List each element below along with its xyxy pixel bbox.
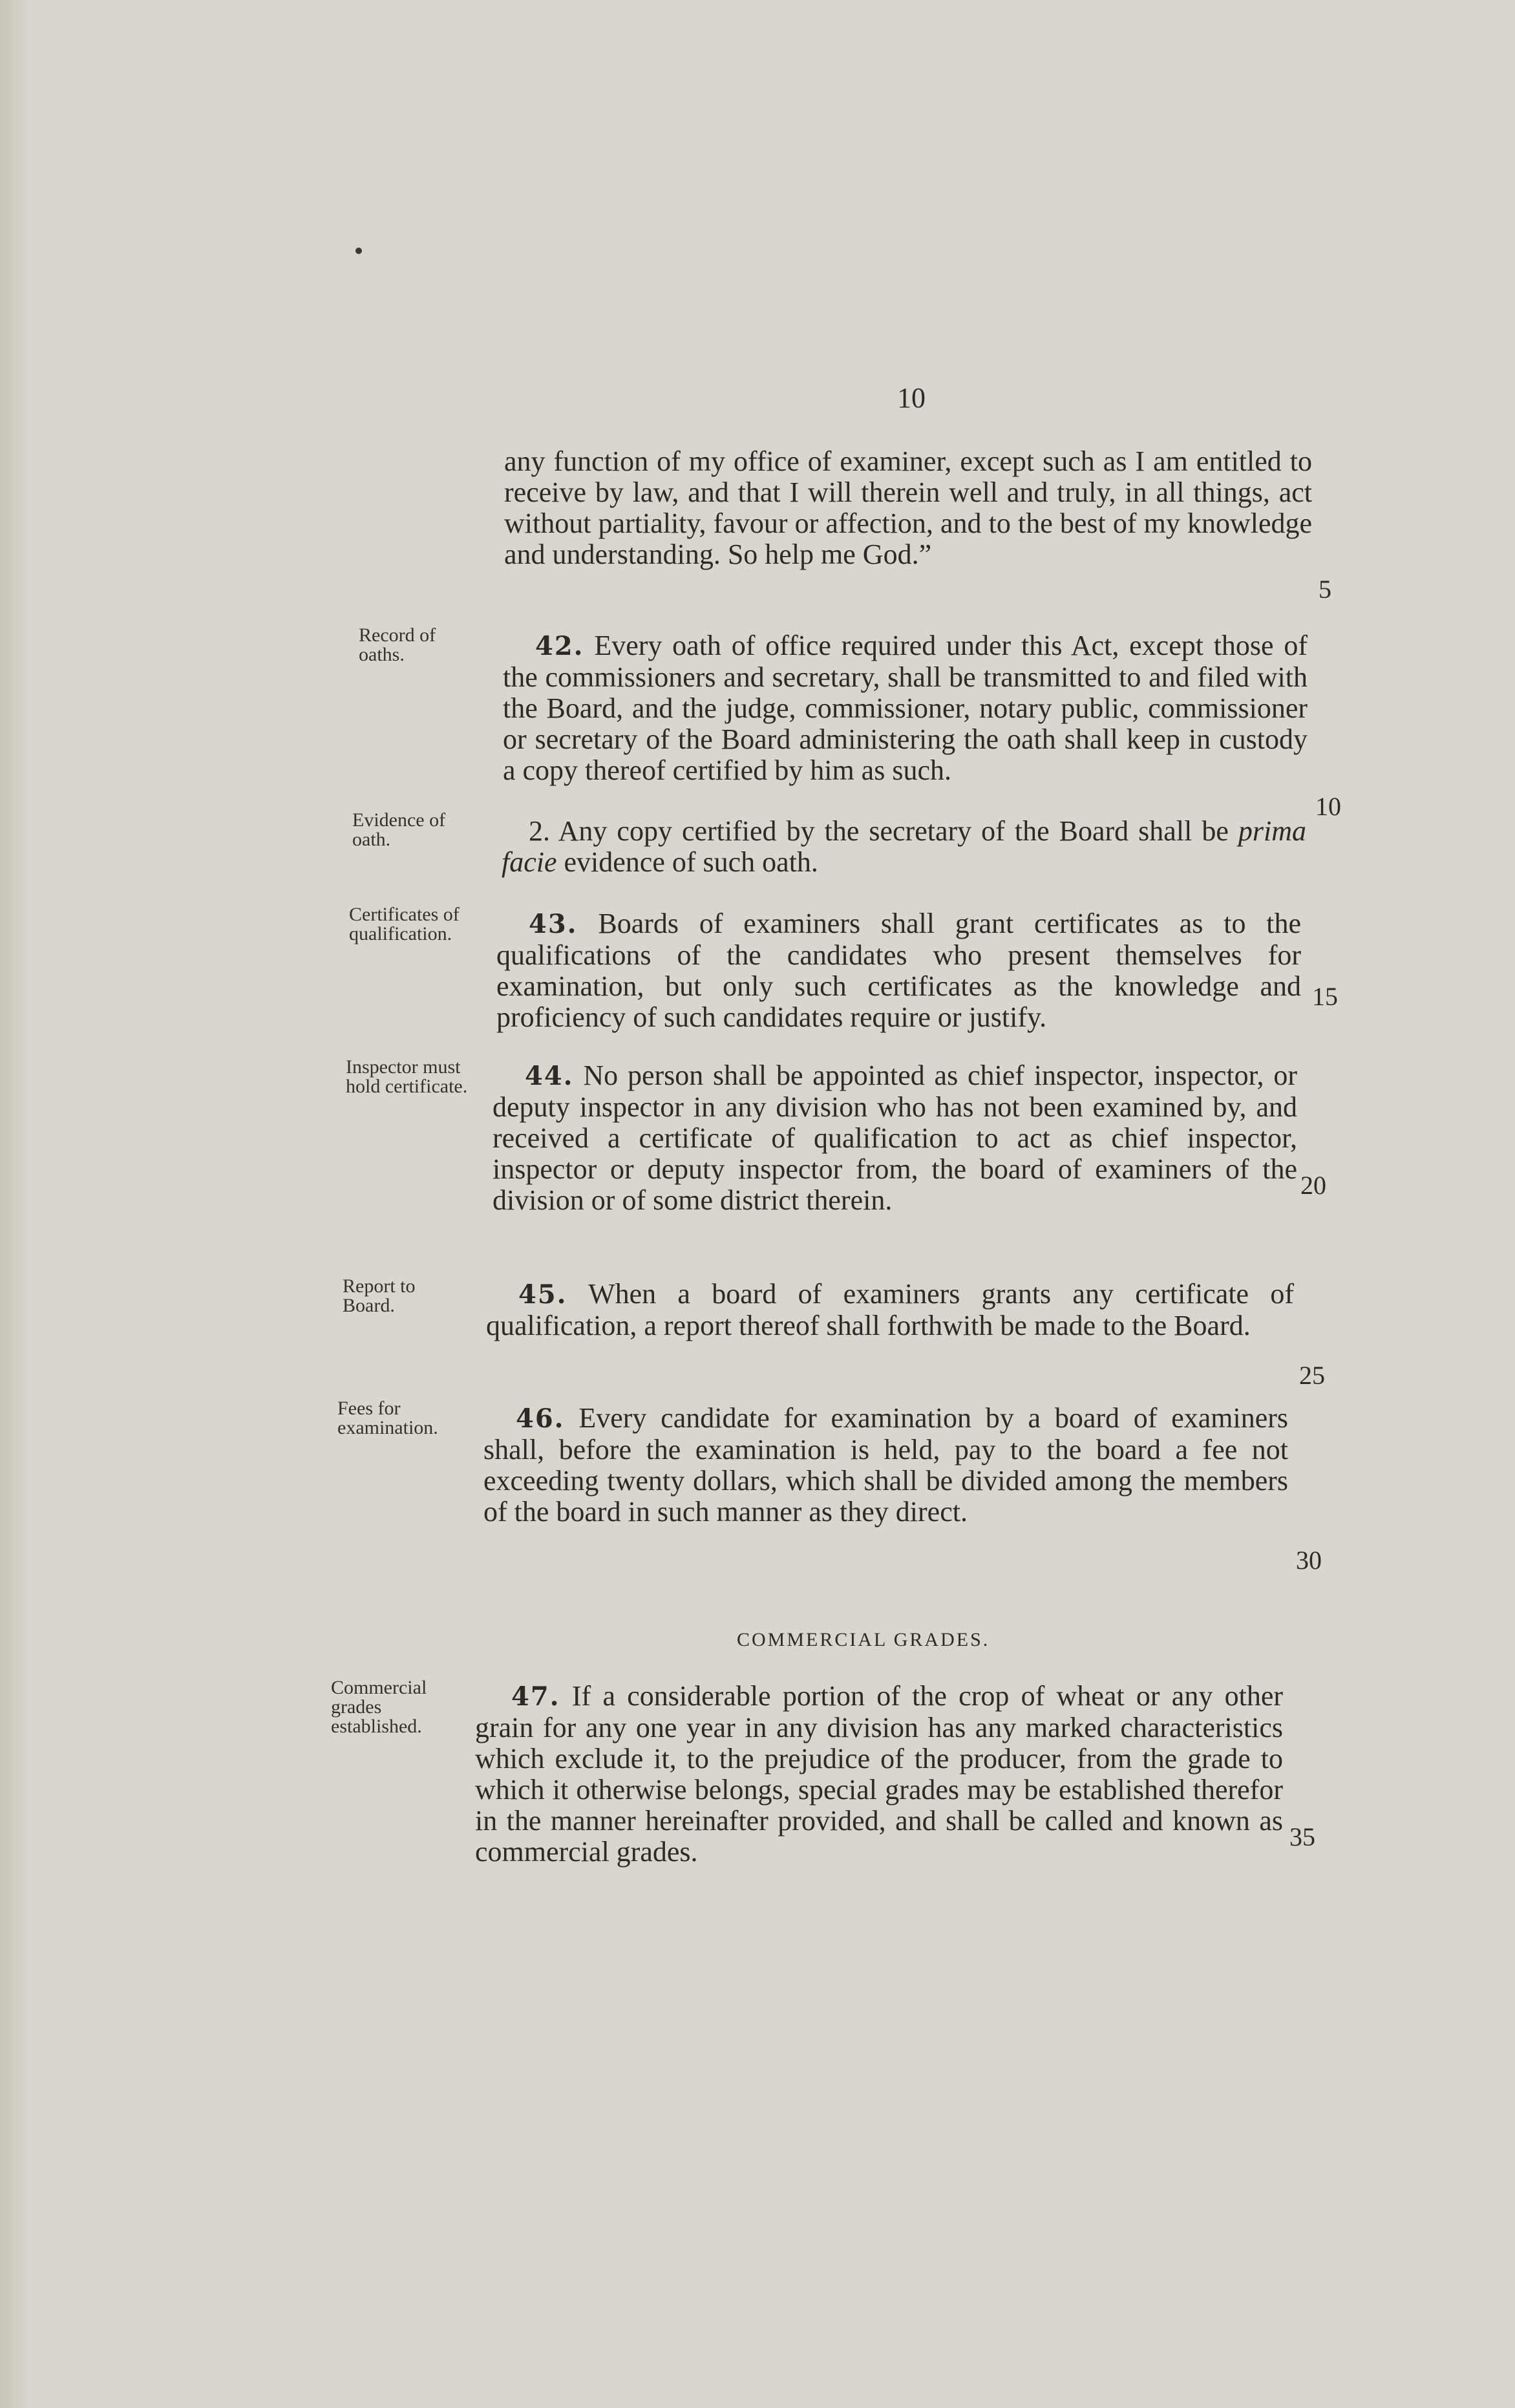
section-italic-text: prima facie <box>502 815 1306 878</box>
line-number: 5 <box>1319 575 1331 604</box>
margin-note-evidence-of-oath: Evidence of oath. <box>352 809 446 850</box>
section-44 <box>493 1060 1297 1216</box>
section-number: 42. <box>535 631 584 661</box>
line-number: 10 <box>1315 792 1341 821</box>
section-text: If a considerable portion of the crop of wheat or any other grain for any one year in any division has any marked characteristics which exclude it, to the prejudice of the producer, from the grade to which it otherwise belongs, special grades may be established therefor in the manner hereinafter provided, and shall be called and known as commercial grades. <box>475 1680 1284 1868</box>
margin-note-certificates: Certificates of qualification. <box>349 904 460 944</box>
line-number: 25 <box>1299 1361 1325 1390</box>
margin-note-fees: Fees for examination. <box>337 1398 438 1438</box>
section-text: No person shall be appointed as chief inspector, inspector, or deputy inspector in any division who has not been examined by, and received a certificate of qualification to act as chief inspector, inspector or deputy inspector from, the board of examiners of the division or of some district therein. <box>493 1060 1297 1216</box>
section-43 <box>496 908 1301 1033</box>
section-46 <box>483 1403 1288 1528</box>
page-edge <box>0 0 31 2408</box>
margin-note-record-of-oaths: Record of oaths. <box>359 624 436 665</box>
margin-note-commercial-grades: Commercial grades established. <box>331 1677 427 1737</box>
margin-note-inspector: Inspector must hold certificate. <box>346 1056 468 1097</box>
line-number: 20 <box>1300 1171 1326 1200</box>
section-text: Every oath of office required under this Act, except those of the commissioners and secretary, shall be transmitted to and filed with the Board, and the judge, commissioner, notary public, commissioner or secretary of the Board administering the oath shall keep in custody a copy thereof certified by him as such. <box>503 630 1308 786</box>
section-number: 46. <box>516 1403 565 1434</box>
section-number: 2. <box>529 815 550 847</box>
section-number: 43. <box>529 909 578 939</box>
section-47 <box>475 1681 1283 1868</box>
section-heading: COMMERCIAL GRADES. <box>737 1629 990 1650</box>
section-text: When a board of examiners grants any certificate of qualification, a report thereof shall forthwith be made to the Board. <box>486 1278 1294 1341</box>
section-number: 45. <box>518 1279 567 1310</box>
section-45 <box>486 1279 1294 1341</box>
line-number: 15 <box>1312 982 1338 1011</box>
section-text: Boards of examiners shall grant certificates as to the qualifications of the candidates who present themselves for examination, but only such certificates as the knowledge and proficiency of such candidates require or justify. <box>496 908 1301 1033</box>
section-number: 47. <box>511 1681 560 1712</box>
section-42-2 <box>502 816 1306 878</box>
section-text-end: evidence of such oath. <box>564 846 818 878</box>
speck <box>355 248 362 254</box>
section-42 <box>503 630 1308 786</box>
line-number: 30 <box>1296 1546 1322 1575</box>
section-text: Any copy certified by the secretary of the Board shall be <box>558 815 1229 847</box>
line-number: 35 <box>1289 1822 1315 1851</box>
section-number: 44. <box>525 1061 574 1091</box>
opening-paragraph <box>504 446 1312 570</box>
section-text: Every candidate for examination by a board of examiners shall, before the examination is held, pay to the board a fee not exceeding twenty dollars, which shall be divided among the members of the board in such manner as they direct. <box>483 1402 1289 1528</box>
margin-note-report: Report to Board. <box>343 1275 416 1316</box>
page-number: 10 <box>897 382 926 414</box>
opening-text: any function of my office of examiner, except such as I am entitled to receive by law, and that I will therein well and truly, in all things, act without partiality, favour or affection, and to the best of my knowledge and understanding. So help me God.” <box>504 445 1312 570</box>
